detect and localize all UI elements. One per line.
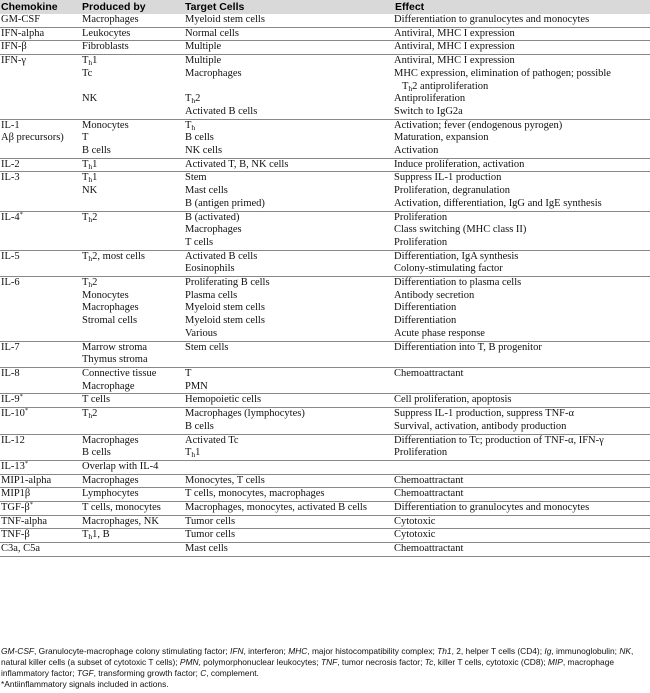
chemokine-cell <box>0 41 81 55</box>
cell-line: Tumor cells <box>185 529 236 541</box>
cell-line: Differentiation, IgA synthesis <box>394 250 519 262</box>
chemokine-cell <box>0 488 81 502</box>
cell-line: NK cells <box>185 145 223 157</box>
cell-line: Thymus stroma <box>82 354 148 366</box>
table-row <box>0 408 650 434</box>
chemokine-cell <box>0 502 81 516</box>
cell-line: Chemoattractant <box>394 543 464 555</box>
target-cells-cell <box>184 515 394 529</box>
table-row-group <box>0 408 650 434</box>
header-target-cells: Target Cells <box>184 0 394 14</box>
cell-line: Induce proliferation, activation <box>394 158 525 170</box>
table-row <box>0 14 650 27</box>
table-row-group <box>0 41 650 55</box>
table-row <box>0 41 650 55</box>
header-produced-by: Produced by <box>81 0 184 14</box>
table-row-group <box>0 460 650 474</box>
table-row <box>0 55 650 120</box>
effect-cell <box>394 341 650 367</box>
table-row <box>0 158 650 172</box>
effect-cell <box>394 277 650 342</box>
cell-line: Antiviral, MHC I expression <box>394 55 515 67</box>
table-row <box>0 341 650 367</box>
cell-line: IL-9* <box>1 393 23 406</box>
effect-cell <box>394 158 650 172</box>
table-row-group <box>0 529 650 543</box>
abbreviations-note: GM-CSF, Granulocyte-macrophage colony stimulating factor; IFN, interferon; MHC, major histocompatibility complex; Th1, 2, helper T cells (CD4); Ig, immunoglobulin; NK, natural killer cells (a subset of cytotoxic T cells); PMN, polymorphonuclear leukocytes; TNF, tumor necrosis factor; Tc, killer T cells, cytotoxic (CD8); MIP, macrophage inflammatory factor; TGF, transforming growth factor; C, complement. <box>1 646 634 678</box>
target-cells-cell <box>184 119 394 158</box>
produced-by-cell <box>81 367 184 393</box>
cell-line: T cells, monocytes, macrophages <box>185 488 325 500</box>
target-cells-cell <box>184 502 394 516</box>
produced-by-cell <box>81 41 184 55</box>
target-cells-cell <box>184 460 394 474</box>
cell-line: Macrophages <box>82 302 139 314</box>
cell-line: $T_h2$ <box>82 408 98 421</box>
target-cells-cell <box>184 55 394 120</box>
cell-line: Differentiation to Tc; production of TNF-α, IFN-γ <box>394 434 604 446</box>
cell-line: IL-10* <box>1 407 29 420</box>
table-row <box>0 434 650 460</box>
cell-line: IL-4* <box>1 210 23 223</box>
cell-line: Stem cells <box>185 341 229 353</box>
produced-by-cell <box>81 529 184 543</box>
cell-line: B (activated) <box>185 211 240 223</box>
table-row-group <box>0 367 650 393</box>
cell-line: $T_h1$ <box>82 158 98 171</box>
cell-line: Cell proliferation, apoptosis <box>394 394 512 406</box>
cell-line: $T_h1$ <box>82 55 98 68</box>
chemokine-cell <box>0 474 81 488</box>
chemokine-cell <box>0 14 81 27</box>
produced-by-cell <box>81 394 184 408</box>
table-row-group <box>0 158 650 172</box>
cell-line: B cells <box>82 145 111 157</box>
produced-by-cell <box>81 158 184 172</box>
chemokine-cell <box>0 460 81 474</box>
cell-line: Mast cells <box>185 543 228 555</box>
cell-line: Antiviral, MHC I expression <box>394 27 515 39</box>
table-row <box>0 543 650 557</box>
table-row <box>0 460 650 474</box>
effect-cell <box>394 460 650 474</box>
table-row <box>0 27 650 41</box>
cell-line: Various <box>185 327 218 339</box>
chemokine-cell <box>0 543 81 557</box>
cell-line: T <box>185 367 192 379</box>
cell-line: MHC expression, elimination of pathogen; possible <box>394 67 611 79</box>
target-cells-cell <box>184 277 394 342</box>
cell-line: T <box>82 132 89 144</box>
cell-line: $T_h2$ <box>185 93 201 106</box>
cell-line: Macrophage <box>82 380 135 392</box>
table-row-group <box>0 172 650 211</box>
target-cells-cell <box>184 27 394 41</box>
table-footnote <box>1 646 649 690</box>
cell-line: IL-6 <box>1 277 20 289</box>
cell-line: Switch to IgG2a <box>394 105 463 117</box>
cell-line: Differentiation <box>394 315 457 327</box>
cell-line: Activated B cells <box>185 250 258 262</box>
effect-cell <box>394 543 650 557</box>
table-row-group <box>0 250 650 276</box>
cell-line: Eosinophils <box>185 263 235 275</box>
cell-line: TGF-β* <box>1 501 33 514</box>
cell-line: B cells <box>185 420 214 432</box>
cell-line: T cells, monocytes <box>82 502 161 514</box>
cell-line: Stem <box>185 172 207 184</box>
cell-line: TNF-β <box>1 529 30 541</box>
cell-line: Tumor cells <box>185 515 236 527</box>
cell-line: Multiple <box>185 55 222 67</box>
cell-line: Activated Tc <box>185 434 239 446</box>
table-row <box>0 502 650 516</box>
header-effect: Effect <box>394 0 650 14</box>
cell-line: Myeloid stem cells <box>185 14 265 25</box>
cell-line: NK <box>82 185 98 197</box>
chemokine-cell <box>0 119 81 158</box>
cell-line: IL-7 <box>1 341 20 353</box>
cell-line <box>185 81 392 94</box>
chemokine-cell <box>0 172 81 211</box>
cell-line: Suppress IL-1 production <box>394 172 502 184</box>
cell-line: Chemoattractant <box>394 474 464 486</box>
produced-by-cell <box>81 488 184 502</box>
cell-line: Macrophages <box>82 14 139 25</box>
produced-by-cell <box>81 474 184 488</box>
table-row-group <box>0 211 650 250</box>
cell-line: Class switching (MHC class II) <box>394 224 527 236</box>
cell-line: Marrow stroma <box>82 341 148 353</box>
cell-line: Antiproliferation <box>394 93 466 105</box>
effect-cell <box>394 172 650 211</box>
table-row-group <box>0 27 650 41</box>
cell-line: IL-8 <box>1 367 20 379</box>
cell-line: Multiple <box>185 41 222 53</box>
table-row <box>0 172 650 211</box>
cell-line <box>185 461 392 474</box>
cell-line: Antibody secretion <box>394 289 475 301</box>
target-cells-cell <box>184 394 394 408</box>
produced-by-cell <box>81 250 184 276</box>
cell-line: Hemopoietic cells <box>185 394 262 406</box>
effect-cell <box>394 502 650 516</box>
cell-line: IL-5 <box>1 250 20 262</box>
produced-by-cell <box>81 460 184 474</box>
cell-line: Tc <box>82 67 93 79</box>
effect-cell <box>394 55 650 120</box>
chemokine-cell <box>0 515 81 529</box>
cell-line <box>82 328 182 341</box>
table-row <box>0 277 650 342</box>
cell-line: Activation, differentiation, IgG and IgE synthesis <box>394 197 602 209</box>
cell-line: B cells <box>185 132 214 144</box>
chemokine-cell <box>0 27 81 41</box>
effect-cell <box>394 119 650 158</box>
cell-line: Cytotoxic <box>394 529 436 541</box>
cell-line: Macrophages, NK <box>82 515 159 527</box>
cell-line: Suppress IL-1 production, suppress TNF-α <box>394 408 575 420</box>
table-row <box>0 367 650 393</box>
effect-cell <box>394 474 650 488</box>
cell-line: Chemoattractant <box>394 367 464 379</box>
target-cells-cell <box>184 474 394 488</box>
target-cells-cell <box>184 529 394 543</box>
cell-line: Differentiation <box>394 302 457 314</box>
cell-line: Differentiation to granulocytes and monocytes <box>394 502 590 514</box>
table-row <box>0 211 650 250</box>
target-cells-cell <box>184 211 394 250</box>
cell-line <box>394 461 648 474</box>
cell-line: Survival, activation, antibody production <box>394 420 567 432</box>
cell-line: Fibroblasts <box>82 41 129 53</box>
table-row <box>0 474 650 488</box>
target-cells-cell <box>184 341 394 367</box>
cell-line: TNF-alpha <box>1 515 48 527</box>
cell-line: IL-13* <box>1 459 29 472</box>
effect-cell <box>394 367 650 393</box>
table-row-group <box>0 119 650 158</box>
cell-line: IL-3 <box>1 172 20 184</box>
cell-line: Maturation, expansion <box>394 132 489 144</box>
table-row <box>0 529 650 543</box>
cell-line: Monocytes <box>82 289 129 301</box>
target-cells-cell <box>184 250 394 276</box>
table-row-group <box>0 14 650 27</box>
chemokine-cell <box>0 529 81 543</box>
cell-line: Activated B cells <box>185 105 258 117</box>
cell-line: Acute phase response <box>394 327 485 339</box>
cell-line: $T_h$ <box>185 119 196 132</box>
chemokine-cell <box>0 277 81 342</box>
cell-line: Mast cells <box>185 185 228 197</box>
cell-line: Leukocytes <box>82 27 131 39</box>
chemokine-cell <box>0 367 81 393</box>
cell-line: IL-12 <box>1 434 25 446</box>
produced-by-cell <box>81 119 184 158</box>
cell-line: Proliferation, degranulation <box>394 185 511 197</box>
table-header <box>0 0 650 14</box>
produced-by-cell <box>81 502 184 516</box>
effect-cell <box>394 394 650 408</box>
cell-line: Macrophages (lymphocytes) <box>185 408 305 420</box>
target-cells-cell <box>184 488 394 502</box>
cell-line: Macrophages <box>185 224 242 236</box>
cell-line: T cells <box>82 394 111 406</box>
cell-line: Plasma cells <box>185 289 238 301</box>
cell-line: IL-2 <box>1 158 20 170</box>
cell-line: Macrophages <box>82 434 139 446</box>
cell-line: Myeloid stem cells <box>185 315 265 327</box>
chemokine-cell <box>0 341 81 367</box>
cell-line: Monocytes, T cells <box>185 474 265 486</box>
cell-line <box>82 106 182 119</box>
effect-cell <box>394 515 650 529</box>
target-cells-cell <box>184 434 394 460</box>
cell-line: $T_h2$, most cells <box>82 250 145 263</box>
cell-line: Proliferation <box>394 236 448 248</box>
chemokine-cell <box>0 250 81 276</box>
table-row-group <box>0 502 650 516</box>
cell-line: IFN-γ <box>1 55 27 67</box>
produced-by-cell <box>81 543 184 557</box>
table-row-group <box>0 277 650 342</box>
table-row <box>0 394 650 408</box>
cell-line: Connective tissue <box>82 367 157 379</box>
cell-line: T cells <box>185 236 214 248</box>
cell-line: B (antigen primed) <box>185 197 265 209</box>
cell-line: Monocytes <box>82 119 129 131</box>
produced-by-cell <box>81 408 184 434</box>
table-row <box>0 515 650 529</box>
cell-line: Macrophages <box>185 67 242 79</box>
table-row-group <box>0 515 650 529</box>
table-row-group <box>0 434 650 460</box>
cell-line: Lymphocytes <box>82 488 139 500</box>
cell-line: NK <box>82 93 98 105</box>
cell-line: B cells <box>82 447 111 459</box>
cell-line: $T_h2$ <box>82 211 98 224</box>
chemokine-cell <box>0 394 81 408</box>
table-row-group <box>0 488 650 502</box>
cell-line: MIP1β <box>1 488 31 500</box>
table-row-group <box>0 474 650 488</box>
effect-cell <box>394 41 650 55</box>
effect-cell <box>394 488 650 502</box>
target-cells-cell <box>184 367 394 393</box>
chemokine-cell <box>0 158 81 172</box>
produced-by-cell <box>81 172 184 211</box>
cell-line: $T_h2$ antiproliferation <box>402 80 489 93</box>
cell-line: Activation; fever (endogenous pyrogen) <box>394 119 563 131</box>
cell-line: C3a, C5a <box>1 543 41 555</box>
cell-line: IFN-β <box>1 41 27 53</box>
effect-cell <box>394 434 650 460</box>
effect-cell <box>394 211 650 250</box>
cell-line: Aβ precursors) <box>1 132 64 144</box>
effect-cell <box>394 250 650 276</box>
table-row <box>0 119 650 158</box>
produced-by-cell <box>81 434 184 460</box>
cell-line: IFN-alpha <box>1 27 45 39</box>
produced-by-cell <box>81 55 184 120</box>
cell-line: Activation <box>394 145 439 157</box>
cell-line: PMN <box>185 380 208 392</box>
cell-line: Proliferation <box>394 211 448 223</box>
chemokine-cell <box>0 211 81 250</box>
cell-line: $T_h1$ <box>185 447 201 460</box>
cell-line: Differentiation into T, B progenitor <box>394 341 542 353</box>
produced-by-cell <box>81 27 184 41</box>
cell-line: Proliferating B cells <box>185 277 270 289</box>
cell-line: Activated T, B, NK cells <box>185 158 289 170</box>
cell-line: Myeloid stem cells <box>185 302 265 314</box>
cell-line: $T_h2$ <box>82 277 98 290</box>
cell-line: MIP1-alpha <box>1 474 52 486</box>
effect-cell <box>394 14 650 27</box>
target-cells-cell <box>184 41 394 55</box>
table-row-group <box>0 341 650 367</box>
cell-line: $T_h1$ <box>82 172 98 185</box>
target-cells-cell <box>184 158 394 172</box>
cell-line: Proliferation <box>394 447 448 459</box>
table-row-group <box>0 394 650 408</box>
chemokine-cell <box>0 408 81 434</box>
cell-line <box>82 81 182 94</box>
cell-line: Antiviral, MHC I expression <box>394 41 515 53</box>
cell-line: Stromal cells <box>82 315 138 327</box>
table-row-group <box>0 543 650 557</box>
target-cells-cell <box>184 172 394 211</box>
produced-by-cell <box>81 341 184 367</box>
chemokine-cell <box>0 434 81 460</box>
table-row-group <box>0 55 650 120</box>
cell-line: Colony-stimulating factor <box>394 263 503 275</box>
cell-line: IL-1 <box>1 119 20 131</box>
cell-line: Differentiation to granulocytes and monocytes <box>394 14 590 25</box>
cell-line: Macrophages <box>82 474 139 486</box>
target-cells-cell <box>184 14 394 27</box>
cell-line: Macrophages, monocytes, activated B cells <box>185 502 367 514</box>
cell-line <box>82 543 182 556</box>
effect-cell <box>394 408 650 434</box>
target-cells-cell <box>184 543 394 557</box>
produced-by-cell <box>81 515 184 529</box>
table-row <box>0 250 650 276</box>
cell-line: Overlap with IL-4 <box>82 460 159 472</box>
effect-cell <box>394 27 650 41</box>
chemokine-cell <box>0 55 81 120</box>
target-cells-cell <box>184 408 394 434</box>
header-chemokine: Chemokine <box>0 0 81 14</box>
cell-line: Chemoattractant <box>394 488 464 500</box>
antiinflammatory-note: *Antiinflammatory signals included in actions. <box>1 679 169 689</box>
produced-by-cell <box>81 14 184 27</box>
effect-cell <box>394 529 650 543</box>
produced-by-cell <box>81 277 184 342</box>
produced-by-cell <box>81 211 184 250</box>
cell-line: Normal cells <box>185 27 239 39</box>
cell-line <box>82 198 182 211</box>
cell-line: Differentiation to plasma cells <box>394 277 522 289</box>
cell-line: GM-CSF <box>1 14 41 25</box>
table-row <box>0 488 650 502</box>
cell-line: $T_h1$, B <box>82 529 110 542</box>
cell-line <box>1 145 79 158</box>
cell-line: Cytotoxic <box>394 515 436 527</box>
